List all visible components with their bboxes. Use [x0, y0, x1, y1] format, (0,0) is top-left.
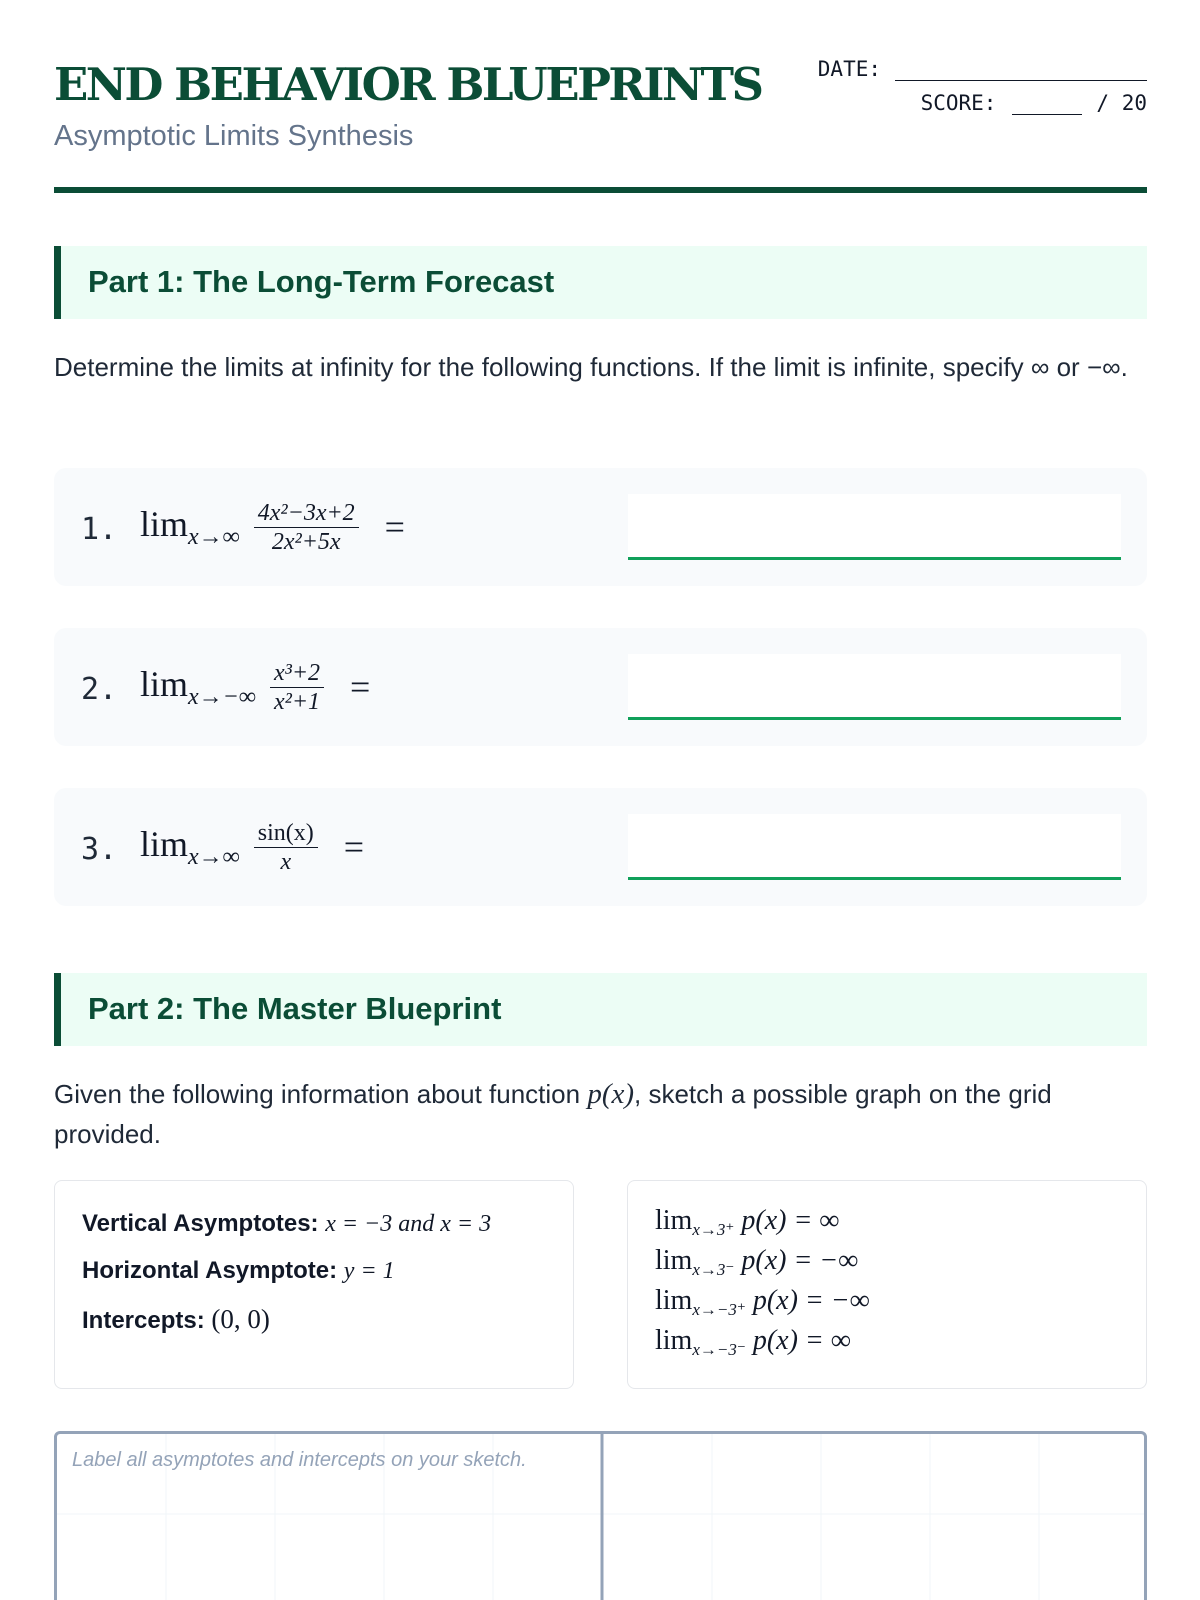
- denominator: x²+1: [273, 688, 321, 715]
- lim-text: lim: [140, 504, 189, 544]
- lim-subscript: x→3⁻: [692, 1260, 735, 1279]
- fact-label: Intercepts:: [82, 1307, 205, 1334]
- lim-subscript: x→−∞: [188, 684, 256, 710]
- part1-instructions: Determine the limits at infinity for the following functions. If the limit is infinite, specify ∞ or −∞.: [54, 352, 1128, 382]
- problem-number: 3.: [81, 832, 118, 867]
- worksheet-subtitle: Asymptotic Limits Synthesis: [54, 120, 414, 152]
- numerator: 4x²−3x+2: [254, 499, 359, 528]
- fact-intercepts: [82, 1304, 270, 1335]
- problem-card: [54, 788, 1147, 906]
- problem-expression: [140, 628, 370, 746]
- problem-number: 2.: [81, 672, 118, 707]
- fact-value: (0, 0): [211, 1304, 270, 1334]
- one-sided-limits-box: [627, 1180, 1147, 1389]
- fraction: [254, 499, 359, 556]
- numerator: sin(x): [254, 819, 318, 848]
- lim-text: lim: [140, 824, 189, 864]
- limit-operator: [140, 823, 240, 871]
- equals-sign: =: [384, 507, 405, 547]
- worksheet-page: [54, 0, 1147, 1600]
- sketch-grid[interactable]: [54, 1431, 1147, 1600]
- numerator: x³+2: [270, 659, 324, 688]
- lim-text: lim: [655, 1205, 693, 1236]
- lim-text: lim: [655, 1285, 693, 1316]
- score-field[interactable]: [1012, 93, 1082, 115]
- lim-subscript: x→∞: [188, 524, 240, 550]
- part2-instructions: [54, 1074, 1147, 1154]
- limit-statement: [655, 1245, 858, 1280]
- part1-heading: Part 1: The Long-Term Forecast: [88, 264, 555, 299]
- limit-value: p(x) = −∞: [752, 1285, 870, 1316]
- asymptote-facts-box: [54, 1180, 574, 1389]
- lim-subscript: x→−3⁻: [692, 1340, 746, 1359]
- fact-vertical-asymptotes: [82, 1210, 491, 1238]
- part2-heading-bar: [54, 973, 1147, 1046]
- denominator: x: [280, 848, 292, 875]
- limit-statement: [655, 1285, 870, 1320]
- problem-expression: [140, 468, 405, 586]
- score-row: [921, 91, 1147, 115]
- part2-instructions-post: , sketch a possible graph on the grid provided.: [54, 1079, 1052, 1149]
- problem-number: 1.: [81, 512, 118, 547]
- problem-card: [54, 468, 1147, 586]
- header-divider: [54, 187, 1147, 193]
- limit-value: p(x) = ∞: [741, 1205, 840, 1236]
- lim-subscript: x→∞: [188, 844, 240, 870]
- date-row: [818, 57, 1147, 81]
- lim-subscript: x→3⁺: [692, 1220, 735, 1239]
- fraction: [270, 659, 324, 716]
- lim-subscript: x→−3⁺: [692, 1300, 746, 1319]
- fact-label: Horizontal Asymptote:: [82, 1257, 338, 1284]
- sketch-note: Label all asymptotes and intercepts on your sketch.: [72, 1449, 527, 1471]
- limit-operator: [140, 503, 240, 551]
- lim-text: lim: [655, 1245, 693, 1276]
- problem-expression: [140, 788, 364, 906]
- fraction: [254, 819, 318, 876]
- fact-horizontal-asymptote: [82, 1257, 395, 1285]
- fact-label: Vertical Asymptotes:: [82, 1210, 319, 1237]
- limit-statement: [655, 1325, 851, 1360]
- worksheet-title: END BEHAVIOR BLUEPRINTS: [54, 58, 762, 111]
- lim-text: lim: [655, 1325, 693, 1356]
- limit-value: p(x) = ∞: [752, 1325, 851, 1356]
- equals-sign: =: [343, 827, 365, 867]
- header: [54, 54, 1147, 194]
- date-field[interactable]: [895, 59, 1147, 81]
- answer-field[interactable]: [628, 814, 1121, 880]
- date-label: DATE:: [817, 57, 881, 81]
- part1-heading-bar: [54, 246, 1147, 319]
- part2-instructions-pre: Given the following information about function: [54, 1079, 588, 1109]
- answer-field[interactable]: [628, 494, 1121, 560]
- part2-heading: Part 2: The Master Blueprint: [88, 991, 502, 1026]
- fact-value: y = 1: [343, 1258, 395, 1284]
- limit-statement: [655, 1205, 839, 1240]
- score-label: SCORE:: [920, 91, 997, 115]
- function-name: p(x): [587, 1078, 635, 1110]
- denominator: 2x²+5x: [271, 528, 341, 555]
- fact-value: x = −3 and x = 3: [325, 1211, 492, 1237]
- limit-value: p(x) = −∞: [741, 1245, 859, 1276]
- lim-text: lim: [140, 664, 189, 704]
- limit-operator: [140, 663, 256, 711]
- answer-field[interactable]: [628, 654, 1121, 720]
- score-total: / 20: [1096, 91, 1147, 115]
- equals-sign: =: [350, 667, 371, 707]
- problem-card: [54, 628, 1147, 746]
